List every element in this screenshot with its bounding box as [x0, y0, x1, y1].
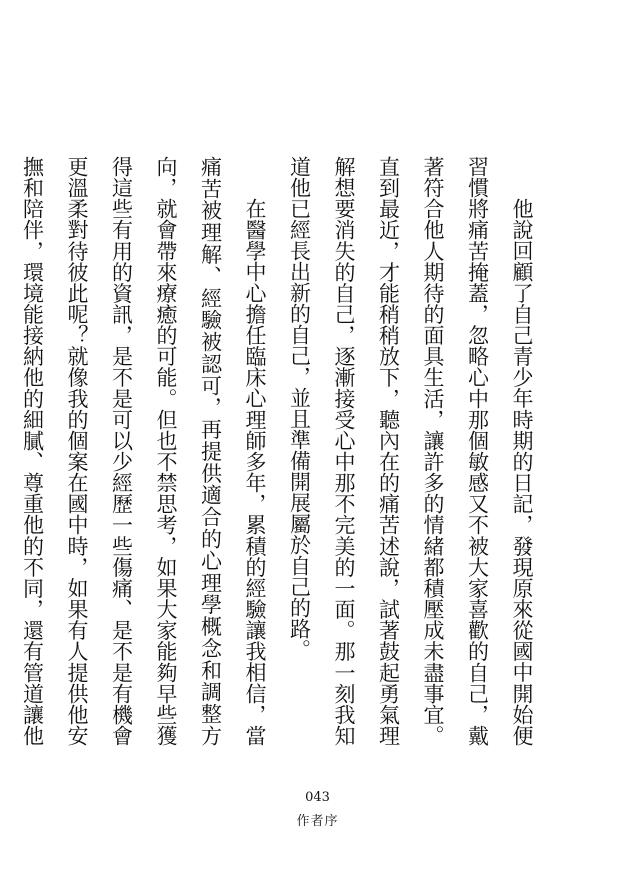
- running-title: 作者序: [296, 814, 339, 829]
- paragraph-1: 他說回顧了自己青少年時期的日記，發現原來從國中開始便習慣將痛苦掩蓋，忽略心中那個敏感又不被大家喜歡的自己，戴著符合他人期待的面具生活，讓許多的情緒都積壓成未盡事宜。直到最近，才能稍稍放下，聽內在的痛苦述說，試著鼓起勇氣理解想要消失的自己，逐漸接受心中那不完美的一面。那一刻我知道他已經長出新的自己，並且準備開展屬於自己的路。: [287, 156, 534, 746]
- page-number: 043: [305, 790, 330, 805]
- paragraph-2: 在醫學中心擔任臨床心理師多年，累積的經驗讓我相信，當痛苦被理解、經驗被認可，再提供適合的心理學概念和調整方向，就會帶來療癒的可能。但也不禁思考，如果大家能夠早些獲得這些有用的資訊，是不是可以少經歷一些傷痛、是不是有機會更溫柔對待彼此呢？就像我的個案在國中時，如果有人提供他安撫和陪伴，環境能接納他的細膩、尊重他的不同，還有管道讓他: [20, 156, 267, 746]
- body-text: [20, 156, 544, 746]
